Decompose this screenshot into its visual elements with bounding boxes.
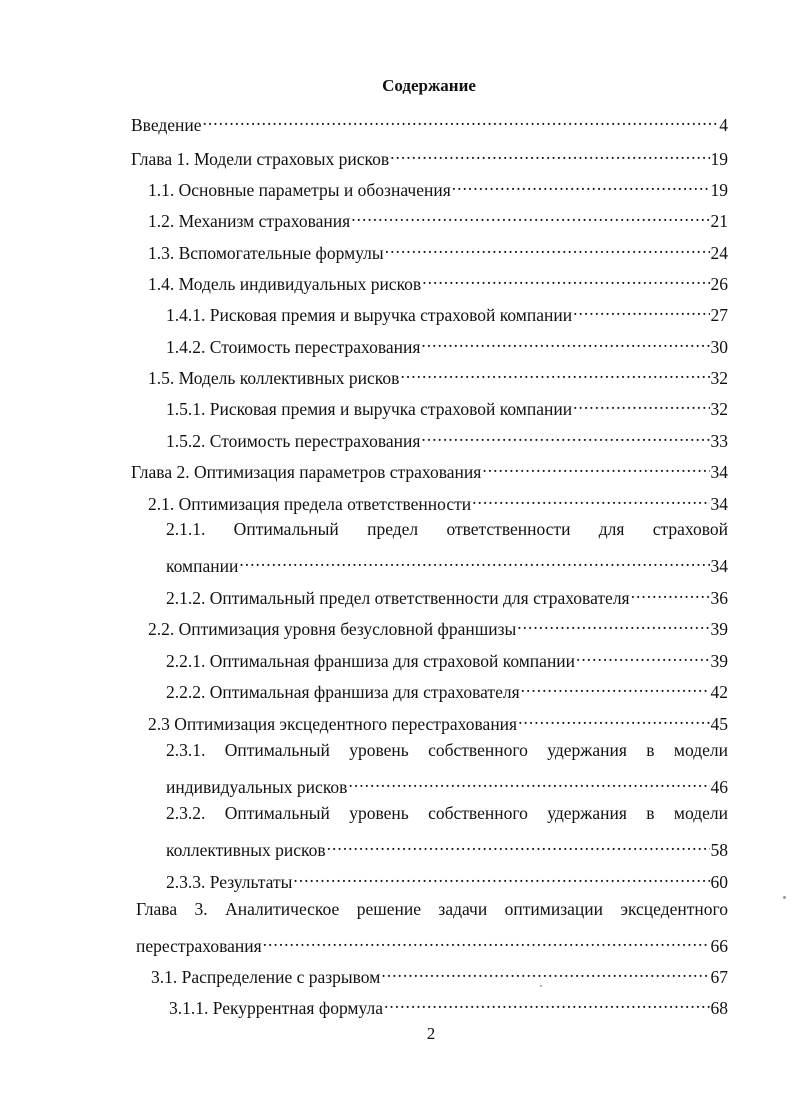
toc-entry[interactable] [166, 548, 728, 576]
toc-entry-title: 2.2.1. Оптимальная франшиза для страховой компании [166, 651, 576, 671]
toc-entry-page: 26 [710, 274, 728, 294]
toc-entry[interactable] [136, 928, 728, 956]
toc-entry-page: 66 [710, 936, 728, 956]
toc-entry-page: 46 [710, 777, 728, 797]
toc-entry-title: индивидуальных рисков [166, 777, 348, 797]
toc-entry[interactable] [148, 235, 728, 263]
toc-entry-title: 3.1. Распределение с разрывом [151, 967, 381, 987]
toc-entry-title: компании [166, 556, 239, 576]
toc-entry-title: коллективных рисков [166, 840, 326, 860]
dot-leader [384, 990, 710, 1014]
toc-entry[interactable] [166, 580, 728, 608]
toc-entry[interactable] [151, 959, 728, 987]
toc-entry[interactable] [166, 769, 728, 797]
toc-entry-title: перестрахования [136, 936, 262, 956]
toc-entry-title: Введение [131, 115, 202, 135]
toc-entry-title: 1.4. Модель индивидуальных рисков [148, 274, 422, 294]
dot-leader [351, 203, 709, 227]
toc-entry[interactable] [166, 832, 728, 860]
dot-leader [390, 141, 709, 165]
toc-entry-title: 2.3.2. Оптимальный уровень собственного удержания в модели [166, 803, 728, 823]
toc-entry[interactable] [148, 611, 728, 639]
toc-entry[interactable] [148, 266, 728, 294]
toc-entry-wrapped-start[interactable] [166, 517, 728, 541]
toc-entry-title: 1.1. Основные параметры и обозначения [148, 180, 451, 200]
dot-leader [385, 235, 710, 259]
toc-entry-page: 67 [710, 967, 728, 987]
toc-entry-title: 1.2. Механизм страхования [148, 211, 351, 231]
toc-entry-page: 58 [710, 840, 728, 860]
dot-leader [518, 706, 709, 730]
page-title: Содержание [382, 76, 476, 95]
toc-entry[interactable] [166, 297, 728, 325]
dot-leader [327, 832, 710, 856]
toc-entry-page: 34 [710, 494, 728, 514]
toc-entry[interactable] [166, 391, 728, 419]
toc-entry-title: 2.3.3. Результаты [166, 872, 293, 892]
toc-entry-page: 30 [710, 337, 728, 357]
toc-entry-wrapped-start[interactable] [166, 738, 728, 762]
toc-entry-wrapped-start[interactable] [136, 897, 728, 921]
toc-entry-page: 32 [710, 399, 728, 419]
toc-entry[interactable] [166, 329, 728, 357]
toc-entry-page: 34 [710, 462, 728, 482]
page-number: 2 [426, 1024, 436, 1043]
toc-entry[interactable] [148, 706, 728, 734]
toc-entry[interactable] [169, 990, 728, 1018]
toc-entry[interactable] [166, 643, 728, 671]
toc-entry[interactable] [148, 203, 728, 231]
toc-entry-page: 60 [710, 872, 728, 892]
dot-leader [381, 959, 709, 983]
toc-entry-title: 1.4.1. Рисковая премия и выручка страховой компании [166, 305, 573, 325]
toc-entry-page: 42 [710, 682, 728, 702]
dot-leader [472, 486, 709, 510]
dot-leader [263, 928, 710, 952]
toc-entry-title: Глава 1. Модели страховых рисков [131, 149, 390, 169]
toc-entry[interactable] [148, 360, 728, 388]
toc-entry-title: 1.4.2. Стоимость перестрахования [166, 337, 421, 357]
dot-leader [422, 266, 709, 290]
toc-entry-page: 68 [710, 998, 728, 1018]
toc-entry-page: 19 [710, 180, 728, 200]
toc-entry-title: 3.1.1. Рекуррентная формула [169, 998, 383, 1018]
toc-entry-title: 1.5.1. Рисковая премия и выручка страховой компании [166, 399, 573, 419]
toc-entry-page: 45 [710, 714, 728, 734]
dot-leader [631, 580, 710, 604]
toc-entry-page: 39 [710, 619, 728, 639]
toc-entry-page: 34 [710, 556, 728, 576]
toc-entry-wrapped-start[interactable] [166, 801, 728, 825]
toc-entry-title: 2.2. Оптимизация уровня безусловной франшизы [148, 619, 517, 639]
toc-entry[interactable] [131, 107, 728, 135]
scan-speck [783, 896, 786, 899]
toc-entry-title: Глава 3. Аналитическое решение задачи оптимизации эксцедентного [136, 899, 728, 919]
dot-leader [576, 643, 709, 667]
toc-entry-page: 33 [710, 431, 728, 451]
toc-entry-page: 24 [710, 243, 728, 263]
dot-leader [452, 172, 710, 196]
toc-entry-title: 1.5.2. Стоимость перестрахования [166, 431, 421, 451]
dot-leader [239, 548, 709, 572]
dot-leader [573, 297, 709, 321]
toc-entry-title: Глава 2. Оптимизация параметров страхования [131, 462, 482, 482]
toc-entry-title: 1.3. Вспомогательные формулы [148, 243, 384, 263]
dot-leader [400, 360, 709, 384]
dot-leader [421, 329, 709, 353]
dot-leader [421, 423, 709, 447]
toc-entry-title: 2.1.1. Оптимальный предел ответственности для страховой [166, 519, 728, 539]
toc-entry-title: 1.5. Модель коллективных рисков [148, 368, 400, 388]
dot-leader [517, 611, 709, 635]
dot-leader [573, 391, 709, 415]
toc-entry[interactable] [166, 423, 728, 451]
toc-entry-title: 2.2.2. Оптимальная франшиза для страхователя [166, 682, 520, 702]
toc-entry-page: 36 [710, 588, 728, 608]
toc-entry[interactable] [148, 172, 728, 200]
scan-speck [540, 985, 542, 987]
toc-entry[interactable] [148, 486, 728, 514]
toc-entry-title: 2.3 Оптимизация эксцедентного перестрахования [148, 714, 518, 734]
toc-entry-title: 2.3.1. Оптимальный уровень собственного удержания в модели [166, 740, 728, 760]
dot-leader [348, 769, 709, 793]
dot-leader [521, 674, 710, 698]
toc-entry[interactable] [131, 141, 728, 169]
toc-entry-page: 32 [710, 368, 728, 388]
dot-leader [293, 864, 709, 888]
toc-entry-page: 21 [710, 211, 728, 231]
dot-leader [203, 107, 719, 131]
toc-entry[interactable] [131, 454, 728, 482]
toc-entry-page: 27 [710, 305, 728, 325]
toc-entry[interactable] [166, 864, 728, 892]
toc-entry-title: 2.1. Оптимизация предела ответственности [148, 494, 472, 514]
toc-entry-page: 39 [710, 651, 728, 671]
toc-entry-title: 2.1.2. Оптимальный предел ответственности для страхователя [166, 588, 630, 608]
toc-entry-page: 4 [719, 115, 728, 135]
dot-leader [482, 454, 709, 478]
toc-entry[interactable] [166, 674, 728, 702]
toc-entry-page: 19 [710, 149, 728, 169]
